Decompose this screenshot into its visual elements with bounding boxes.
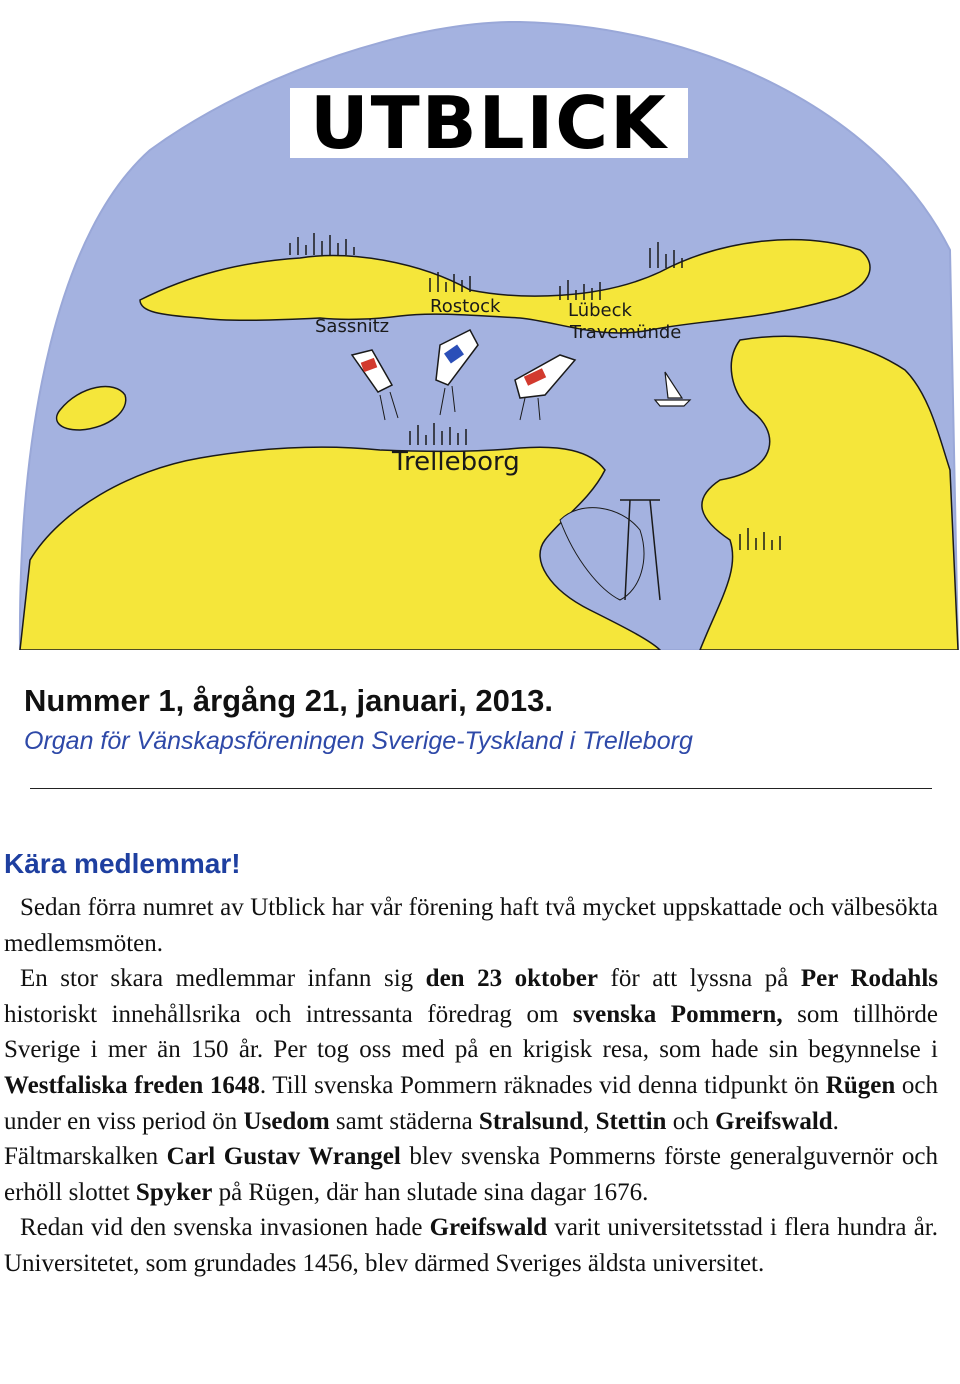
label-lubeck: Lübeck [568,300,632,321]
organ-line: Organ för Vänskapsföreningen Sverige-Tyskland i Trelleborg [24,727,693,755]
issue-line: Nummer 1, årgång 21, januari, 2013. [24,683,553,718]
label-trelleborg: Trelleborg [392,447,520,477]
label-travemunde: Travemünde [570,322,682,343]
label-rostock: Rostock [430,296,501,317]
masthead [290,81,688,165]
masthead-title: UTBLICK [310,81,668,165]
cover-illustration [0,0,960,650]
label-sassnitz: Sassnitz [315,316,390,337]
paragraph-3: Fältmarskalken Carl Gustav Wrangel blev svenska Pommerns förste generalguvernör och erhöll slottet Spyker på Rügen, där han slutade sina dagar 1676. [4,1143,938,1206]
paragraph-4: Redan vid den svenska invasionen hade Greifswald varit universitetsstad i flera hundra år. Universitetet, som grundades 1456, blev därmed Sveriges äldsta universitet. [4,1214,938,1277]
greeting: Kära medlemmar! [4,848,241,879]
paragraph-2: En stor skara medlemmar infann sig den 23 oktober för att lyssna på Per Rodahls historiskt innehållsrika och intressanta föredrag om svenska Pommern, som tillhörde Sverige i mer än 150 år. Per tog oss med på en krigisk resa, som hade sin begynnelse i Westfaliska freden 1648. Till svenska Pommern räknades vid denna tidpunkt ön Rügen och under en viss period ön Usedom samt städerna Stralsund, Stettin och Greifswald. [4,965,938,1135]
letter-body [4,890,938,1282]
paragraph-1: Sedan förra numret av Utblick har vår förening haft två mycket uppskattade och välbesökta medlemsmöten. [4,894,938,957]
divider-rule [30,788,932,789]
